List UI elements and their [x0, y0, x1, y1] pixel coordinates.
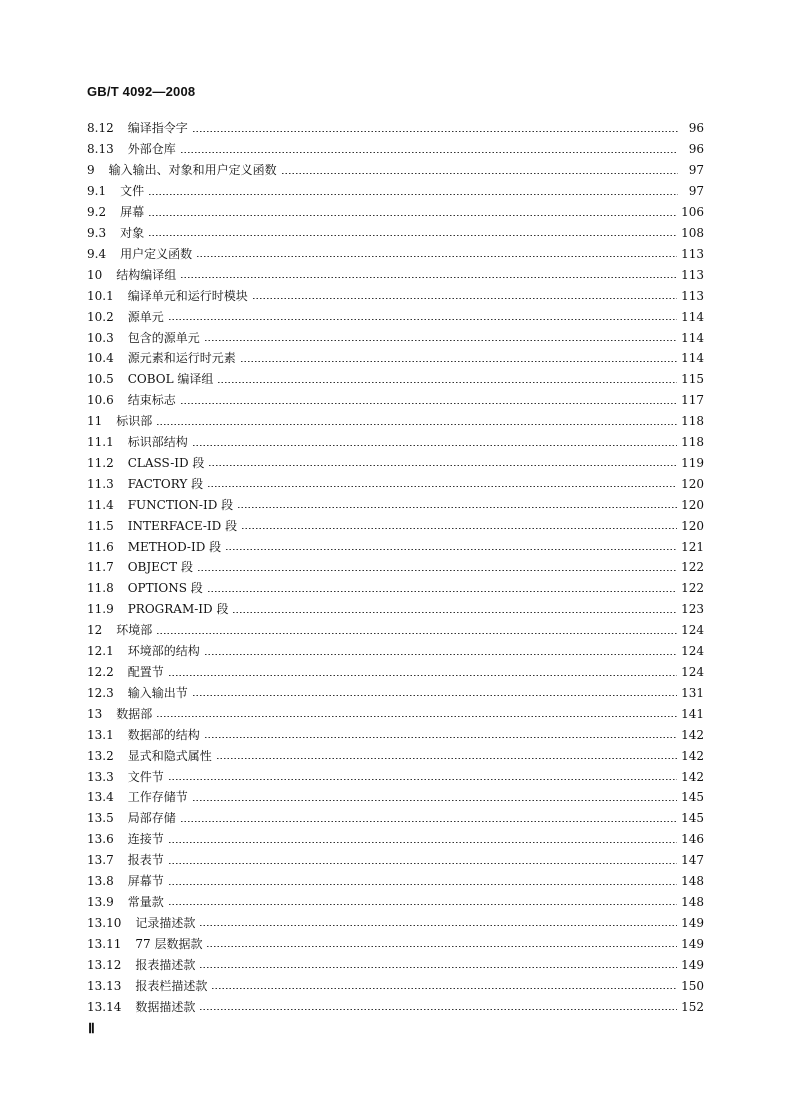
toc-entry[interactable] [87, 787, 704, 808]
toc-entry[interactable] [87, 892, 704, 913]
toc-page-number: 114 [681, 351, 704, 366]
toc-section-number: 11.9 [87, 602, 114, 617]
toc-dot-leader [211, 988, 677, 989]
toc-page-number: 141 [681, 706, 704, 721]
toc-dot-leader [197, 570, 677, 571]
toc-section-title: 输入输出、对象和用户定义函数 [108, 163, 277, 178]
toc-entry[interactable] [87, 808, 704, 829]
toc-section-title: 对象 [120, 225, 145, 240]
toc-entry[interactable] [87, 599, 704, 620]
toc-entry[interactable] [87, 390, 704, 411]
toc-section-number: 11 [87, 414, 103, 429]
toc-section-title: 文件节 [127, 769, 164, 784]
toc-section-number: 11.2 [87, 455, 114, 470]
toc-entry[interactable] [87, 829, 704, 850]
toc-section-title: 文件 [120, 184, 145, 199]
toc-section-title: 显式和隐式属性 [127, 748, 212, 763]
toc-page-number: 117 [681, 393, 704, 408]
toc-section-title: 屏幕 [120, 205, 145, 220]
toc-entry[interactable] [87, 578, 704, 599]
toc-dot-leader [237, 507, 677, 508]
toc-entry[interactable] [87, 996, 704, 1017]
toc-section-title: OPTIONS 段 [127, 581, 203, 596]
toc-dot-leader [204, 737, 677, 738]
toc-section-number: 12 [87, 623, 103, 638]
toc-section-title: 配置节 [127, 665, 164, 680]
toc-page-number: 114 [681, 309, 704, 324]
toc-page-number: 142 [681, 727, 704, 742]
toc-dot-leader [180, 821, 677, 822]
toc-dot-leader [148, 215, 677, 216]
toc-section-title: 工作存储节 [127, 790, 188, 805]
toc-page-number: 148 [681, 874, 704, 889]
toc-dot-leader [241, 528, 677, 529]
toc-dot-leader [168, 884, 677, 885]
toc-dot-leader [156, 633, 677, 634]
toc-entry[interactable] [87, 766, 704, 787]
toc-dot-leader [207, 591, 677, 592]
toc-section-number: 10.6 [87, 393, 114, 408]
toc-section-number: 13.9 [87, 894, 114, 909]
toc-section-title: 结束标志 [127, 393, 176, 408]
toc-page-number: 148 [681, 894, 704, 909]
toc-section-title: FACTORY 段 [127, 476, 204, 491]
toc-dot-leader [180, 403, 677, 404]
toc-section-number: 13.8 [87, 874, 114, 889]
toc-entry[interactable] [87, 348, 704, 369]
toc-section-title: 局部存储 [127, 811, 176, 826]
toc-section-number: 11.7 [87, 560, 114, 575]
toc-dot-leader [204, 654, 677, 655]
toc-page-number: 96 [688, 142, 704, 157]
toc-section-title: 源单元 [127, 309, 164, 324]
toc-page-number: 118 [681, 414, 704, 429]
toc-dot-leader [180, 152, 678, 153]
toc-entry[interactable] [87, 933, 704, 954]
toc-dot-leader [192, 131, 678, 132]
toc-dot-leader [252, 298, 677, 299]
toc-section-number: 13.1 [87, 727, 114, 742]
toc-entry[interactable] [87, 327, 704, 348]
toc-page-number: 124 [681, 623, 704, 638]
toc-entry[interactable] [87, 139, 704, 160]
toc-section-number: 13.14 [87, 999, 122, 1014]
toc-section-number: 11.6 [87, 539, 114, 554]
toc-page-number: 150 [681, 978, 704, 993]
toc-section-number: 13.5 [87, 811, 114, 826]
page-number: Ⅱ [88, 1022, 95, 1037]
toc-page-number: 149 [681, 936, 704, 951]
toc-section-number: 13.7 [87, 853, 114, 868]
toc-dot-leader [148, 235, 677, 236]
toc-page-number: 113 [681, 288, 704, 303]
toc-section-title: OBJECT 段 [127, 560, 193, 575]
toc-page-number: 108 [681, 225, 704, 240]
toc-page-number: 119 [681, 455, 704, 470]
toc-section-number: 11.1 [87, 435, 114, 450]
toc-section-title: 标识部结构 [127, 435, 188, 450]
toc-section-number: 10.2 [87, 309, 114, 324]
toc-dot-leader [216, 758, 677, 759]
toc-section-number: 8.13 [87, 142, 114, 157]
toc-page-number: 142 [681, 769, 704, 784]
toc-dot-leader [196, 256, 677, 257]
toc-page-number: 142 [681, 748, 704, 763]
toc-page-number: 97 [688, 184, 704, 199]
toc-entry[interactable] [87, 662, 704, 683]
toc-entry[interactable] [87, 223, 704, 244]
toc-section-title: 记录描述款 [135, 915, 196, 930]
toc-section-number: 9.4 [87, 246, 107, 261]
toc-dot-leader [192, 695, 677, 696]
toc-section-number: 9.3 [87, 225, 107, 240]
toc-section-title: INTERFACE-ID 段 [127, 518, 238, 533]
toc-page-number: 120 [681, 497, 704, 512]
document-code-header: GB/T 4092—2008 [87, 84, 196, 99]
toc-entry[interactable] [87, 620, 704, 641]
toc-entry[interactable] [87, 975, 704, 996]
toc-section-title: 输入输出节 [127, 685, 188, 700]
toc-page-number: 113 [681, 246, 704, 261]
toc-entry[interactable] [87, 850, 704, 871]
toc-dot-leader [199, 925, 677, 926]
toc-section-number: 12.1 [87, 644, 114, 659]
toc-section-number: 11.5 [87, 518, 114, 533]
toc-dot-leader [208, 465, 677, 466]
toc-section-title: 环境部 [116, 623, 153, 638]
toc-dot-leader [232, 612, 677, 613]
toc-section-number: 10 [87, 267, 103, 282]
toc-dot-leader [168, 319, 677, 320]
toc-section-title: CLASS-ID 段 [127, 455, 205, 470]
toc-section-number: 13.3 [87, 769, 114, 784]
toc-page-number: 118 [681, 435, 704, 450]
toc-section-title: 报表描述款 [135, 957, 196, 972]
toc-section-number: 12.2 [87, 665, 114, 680]
toc-section-number: 10.4 [87, 351, 114, 366]
toc-section-title: PROGRAM-ID 段 [127, 602, 229, 617]
toc-entry[interactable] [87, 181, 704, 202]
table-of-contents [87, 118, 704, 1017]
toc-section-title: 源元素和运行时元素 [127, 351, 236, 366]
toc-dot-leader [168, 863, 677, 864]
toc-entry[interactable] [87, 954, 704, 975]
toc-section-number: 13.10 [87, 915, 122, 930]
toc-section-title: 标识部 [116, 414, 153, 429]
toc-section-number: 10.3 [87, 330, 114, 345]
toc-dot-leader [225, 549, 677, 550]
toc-entry[interactable] [87, 724, 704, 745]
toc-page-number: 115 [681, 372, 704, 387]
toc-page-number: 122 [681, 560, 704, 575]
toc-section-title: METHOD-ID 段 [127, 539, 222, 554]
toc-section-number: 8.12 [87, 121, 114, 136]
toc-page-number: 131 [681, 685, 704, 700]
toc-dot-leader [206, 946, 677, 947]
toc-dot-leader [148, 194, 678, 195]
toc-page-number: 121 [681, 539, 704, 554]
toc-page-number: 122 [681, 581, 704, 596]
toc-entry[interactable] [87, 557, 704, 578]
toc-section-number: 9.1 [87, 184, 107, 199]
toc-entry[interactable] [87, 912, 704, 933]
toc-section-title: 连接节 [127, 832, 164, 847]
toc-section-title: 外部仓库 [127, 142, 176, 157]
toc-dot-leader [156, 424, 677, 425]
toc-entry[interactable] [87, 369, 704, 390]
toc-entry[interactable] [87, 243, 704, 264]
toc-entry[interactable] [87, 703, 704, 724]
toc-section-number: 13 [87, 706, 103, 721]
toc-page-number: 124 [681, 665, 704, 680]
toc-entry[interactable] [87, 536, 704, 557]
toc-dot-leader [240, 361, 677, 362]
toc-section-title: 报表节 [127, 853, 164, 868]
toc-section-title: 编译单元和运行时模块 [127, 288, 248, 303]
toc-page-number: 149 [681, 915, 704, 930]
toc-page-number: 120 [681, 518, 704, 533]
toc-page-number: 152 [681, 999, 704, 1014]
toc-entry[interactable] [87, 202, 704, 223]
toc-page-number: 97 [688, 163, 704, 178]
toc-dot-leader [156, 716, 677, 717]
toc-dot-leader [180, 277, 677, 278]
toc-section-number: 9.2 [87, 205, 107, 220]
toc-page-number: 145 [681, 790, 704, 805]
toc-section-title: 编译指令字 [127, 121, 188, 136]
toc-section-number: 11.3 [87, 476, 114, 491]
toc-entry[interactable] [87, 682, 704, 703]
toc-section-number: 13.4 [87, 790, 114, 805]
toc-page-number: 124 [681, 644, 704, 659]
toc-section-number: 13.2 [87, 748, 114, 763]
toc-section-number: 13.11 [87, 936, 122, 951]
toc-entry[interactable] [87, 432, 704, 453]
toc-section-title: 数据部 [116, 706, 153, 721]
toc-section-title: 环境部的结构 [127, 644, 200, 659]
toc-entry[interactable] [87, 160, 704, 181]
toc-section-title: 用户定义函数 [120, 246, 193, 261]
toc-section-title: 数据描述款 [135, 999, 196, 1014]
toc-entry[interactable] [87, 118, 704, 139]
toc-dot-leader [199, 967, 677, 968]
toc-dot-leader [199, 1009, 677, 1010]
toc-section-number: 10.1 [87, 288, 114, 303]
toc-dot-leader [168, 779, 677, 780]
toc-section-title: 77 层数据款 [135, 936, 203, 951]
toc-section-title: 屏幕节 [127, 874, 164, 889]
toc-page-number: 96 [688, 121, 704, 136]
toc-page-number: 147 [681, 853, 704, 868]
toc-page-number: 120 [681, 476, 704, 491]
toc-section-number: 11.8 [87, 581, 114, 596]
toc-page-number: 149 [681, 957, 704, 972]
toc-dot-leader [281, 173, 678, 174]
toc-section-title: COBOL 编译组 [127, 372, 214, 387]
toc-entry[interactable] [87, 871, 704, 892]
toc-section-number: 12.3 [87, 685, 114, 700]
toc-entry[interactable] [87, 494, 704, 515]
toc-section-number: 10.5 [87, 372, 114, 387]
toc-section-number: 11.4 [87, 497, 114, 512]
toc-dot-leader [207, 486, 677, 487]
toc-section-number: 13.6 [87, 832, 114, 847]
toc-dot-leader [168, 675, 677, 676]
toc-page-number: 113 [681, 267, 704, 282]
toc-page-number: 145 [681, 811, 704, 826]
toc-entry[interactable] [87, 641, 704, 662]
toc-section-title: 包含的源单元 [127, 330, 200, 345]
toc-section-title: 数据部的结构 [127, 727, 200, 742]
toc-dot-leader [168, 842, 677, 843]
toc-dot-leader [192, 800, 677, 801]
toc-section-title: 常量款 [127, 894, 164, 909]
toc-entry[interactable] [87, 515, 704, 536]
toc-page-number: 146 [681, 832, 704, 847]
toc-page-number: 106 [681, 205, 704, 220]
toc-section-title: 报表栏描述款 [135, 978, 208, 993]
toc-section-title: FUNCTION-ID 段 [127, 497, 234, 512]
toc-entry[interactable] [87, 745, 704, 766]
toc-dot-leader [192, 445, 677, 446]
toc-entry[interactable] [87, 411, 704, 432]
toc-page-number: 114 [681, 330, 704, 345]
toc-section-number: 13.13 [87, 978, 122, 993]
toc-page-number: 123 [681, 602, 704, 617]
toc-entry[interactable] [87, 306, 704, 327]
toc-entry[interactable] [87, 473, 704, 494]
toc-dot-leader [168, 904, 677, 905]
toc-dot-leader [217, 382, 677, 383]
toc-section-number: 9 [87, 163, 95, 178]
toc-entry[interactable] [87, 453, 704, 474]
toc-dot-leader [204, 340, 677, 341]
toc-section-number: 13.12 [87, 957, 122, 972]
toc-entry[interactable] [87, 285, 704, 306]
toc-entry[interactable] [87, 264, 704, 285]
toc-section-title: 结构编译组 [116, 267, 177, 282]
